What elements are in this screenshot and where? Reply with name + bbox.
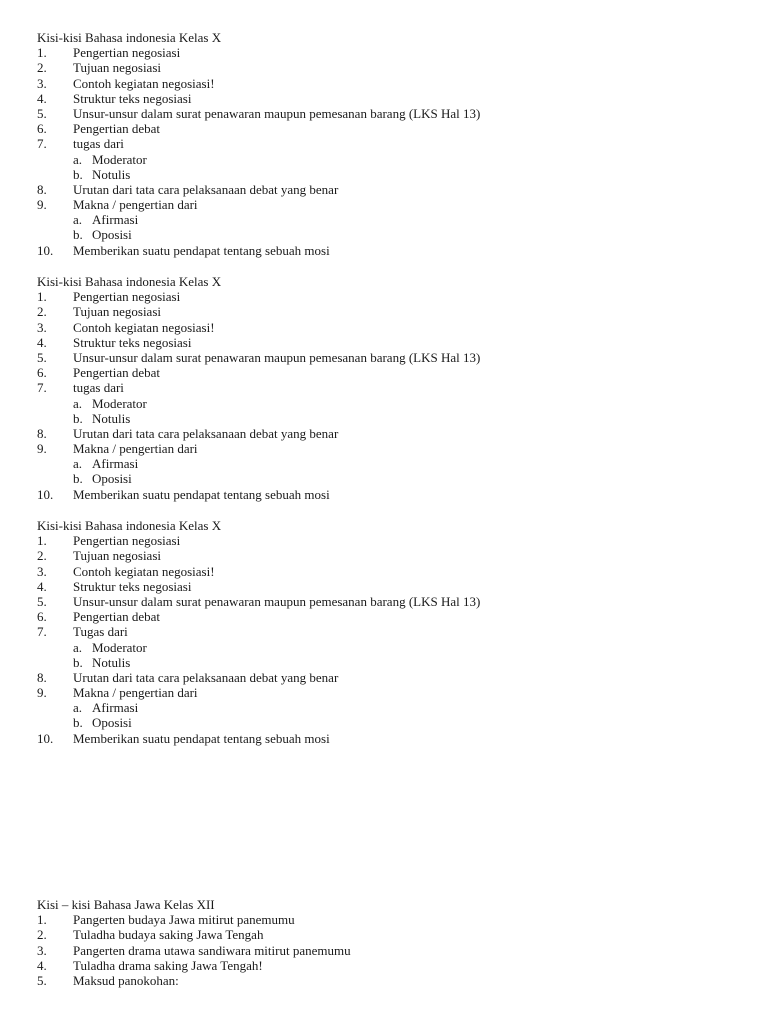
item-number: 10. [37, 486, 54, 502]
list-item [37, 912, 737, 927]
list-item [37, 441, 737, 456]
item-number: 2. [37, 548, 47, 564]
item-number: 7. [37, 380, 47, 396]
item-number: 2. [37, 927, 47, 943]
sub-item-letter: a. [73, 700, 83, 716]
list-item [37, 487, 737, 502]
item-number: 5. [37, 972, 47, 988]
item-number: 2. [37, 304, 47, 320]
list-item [37, 289, 737, 304]
list-item [37, 380, 737, 395]
item-text: Pengertian debat [73, 121, 160, 137]
item-text: Pengertian negosiasi [73, 45, 181, 61]
item-text: Pengertian negosiasi [73, 533, 181, 549]
list-item [37, 243, 737, 258]
list-item [37, 335, 737, 350]
sub-item-text: Moderator [92, 395, 147, 411]
item-text: Struktur teks negosiasi [73, 90, 192, 106]
list-item [37, 91, 737, 106]
item-number: 5. [37, 593, 47, 609]
item-number: 2. [37, 60, 47, 76]
item-text: Maksud panokohan: [73, 972, 179, 988]
item-number: 1. [37, 45, 47, 61]
list-item [37, 624, 737, 639]
sub-list-item [37, 167, 737, 182]
item-text: Contoh kegiatan negosiasi! [73, 75, 215, 91]
item-text: Tujuan negosiasi [73, 548, 161, 564]
list-item [37, 304, 737, 319]
sub-item-text: Afirmasi [92, 456, 139, 472]
item-number: 3. [37, 563, 47, 579]
list-item [37, 45, 737, 60]
list-item [37, 943, 737, 958]
item-text: Pengertian negosiasi [73, 289, 181, 305]
item-number: 4. [37, 90, 47, 106]
item-text: Tuladha drama saking Jawa Tengah! [73, 957, 263, 973]
section-title: Kisi-kisi Bahasa indonesia Kelas X [37, 274, 222, 289]
item-text: Memberikan suatu pendapat tentang sebuah mosi [73, 730, 330, 746]
item-number: 3. [37, 942, 47, 958]
sub-item-text: Oposisi [92, 227, 132, 243]
item-number: 6. [37, 365, 47, 381]
list-item [37, 365, 737, 380]
sub-list-item [37, 471, 737, 486]
item-text: Urutan dari tata cara pelaksanaan debat yang benar [73, 669, 339, 685]
item-text: Struktur teks negosiasi [73, 578, 192, 594]
kisi-kisi-section [37, 30, 737, 258]
list-item [37, 564, 737, 579]
sub-list-item [37, 456, 737, 471]
item-text: Tugas dari [73, 624, 128, 640]
item-number: 10. [37, 242, 54, 258]
item-text: Unsur-unsur dalam surat penawaran maupun pemesanan barang (LKS Hal 13) [73, 105, 481, 121]
list-item [37, 197, 737, 212]
sub-list-item [37, 396, 737, 411]
sub-item-text: Oposisi [92, 715, 132, 731]
item-text: Memberikan suatu pendapat tentang sebuah mosi [73, 242, 330, 258]
item-number: 1. [37, 289, 47, 305]
item-number: 7. [37, 136, 47, 152]
item-number: 4. [37, 334, 47, 350]
item-text: Pengertian debat [73, 609, 160, 625]
kisi-kisi-section [37, 518, 737, 746]
item-number: 5. [37, 349, 47, 365]
sub-item-text: Afirmasi [92, 212, 139, 228]
item-number: 6. [37, 609, 47, 625]
item-text: Memberikan suatu pendapat tentang sebuah mosi [73, 486, 330, 502]
list-item [37, 731, 737, 746]
sub-item-text: Notulis [92, 166, 131, 182]
item-number: 3. [37, 75, 47, 91]
sub-list-item [37, 152, 737, 167]
list-item [37, 60, 737, 75]
sub-item-text: Moderator [92, 151, 147, 167]
item-number: 10. [37, 730, 54, 746]
sub-list-item [37, 227, 737, 242]
sub-item-letter: a. [73, 456, 83, 472]
item-number: 5. [37, 105, 47, 121]
kisi-kisi-section [37, 897, 737, 988]
list-item [37, 76, 737, 91]
item-text: Pangerten budaya Jawa mitirut panemumu [73, 912, 295, 928]
list-item [37, 958, 737, 973]
sub-list-item [37, 411, 737, 426]
item-text: Contoh kegiatan negosiasi! [73, 319, 215, 335]
item-text: Struktur teks negosiasi [73, 334, 192, 350]
list-item [37, 106, 737, 121]
item-text: Contoh kegiatan negosiasi! [73, 563, 215, 579]
section-title: Kisi-kisi Bahasa indonesia Kelas X [37, 30, 222, 45]
item-text: tugas dari [73, 136, 124, 152]
list-item [37, 426, 737, 441]
item-text: Tujuan negosiasi [73, 60, 161, 76]
sub-item-text: Moderator [92, 639, 147, 655]
sub-item-text: Notulis [92, 654, 131, 670]
list-item [37, 594, 737, 609]
item-text: Pengertian debat [73, 365, 160, 381]
sub-item-letter: b. [73, 471, 83, 487]
sub-item-letter: b. [73, 654, 83, 670]
item-text: Makna / pengertian dari [73, 197, 198, 213]
item-text: Pangerten drama utawa sandiwara mitirut panemumu [73, 942, 351, 958]
item-text: Tujuan negosiasi [73, 304, 161, 320]
item-text: Urutan dari tata cara pelaksanaan debat yang benar [73, 181, 339, 197]
item-number: 9. [37, 197, 47, 213]
item-number: 1. [37, 912, 47, 928]
item-text: Unsur-unsur dalam surat penawaran maupun pemesanan barang (LKS Hal 13) [73, 593, 481, 609]
list-item [37, 927, 737, 942]
item-text: Makna / pengertian dari [73, 685, 198, 701]
item-text: tugas dari [73, 380, 124, 396]
sub-item-letter: b. [73, 166, 83, 182]
sub-item-letter: a. [73, 212, 83, 228]
item-number: 3. [37, 319, 47, 335]
sub-item-text: Afirmasi [92, 700, 139, 716]
section-title: Kisi – kisi Bahasa Jawa Kelas XII [37, 897, 215, 912]
sub-list-item [37, 640, 737, 655]
item-number: 8. [37, 181, 47, 197]
item-text: Urutan dari tata cara pelaksanaan debat yang benar [73, 425, 339, 441]
item-number: 6. [37, 121, 47, 137]
section-title: Kisi-kisi Bahasa indonesia Kelas X [37, 518, 222, 533]
item-number: 8. [37, 669, 47, 685]
list-item [37, 350, 737, 365]
sub-item-text: Notulis [92, 410, 131, 426]
item-number: 4. [37, 578, 47, 594]
list-item [37, 579, 737, 594]
sub-item-letter: a. [73, 395, 83, 411]
list-item [37, 973, 737, 988]
sub-item-letter: b. [73, 410, 83, 426]
sub-list-item [37, 212, 737, 227]
list-item [37, 609, 737, 624]
list-item [37, 320, 737, 335]
item-number: 7. [37, 624, 47, 640]
list-item [37, 182, 737, 197]
list-item [37, 548, 737, 563]
sub-list-item [37, 655, 737, 670]
sub-item-letter: a. [73, 151, 83, 167]
item-text: Tuladha budaya saking Jawa Tengah [73, 927, 264, 943]
list-item [37, 670, 737, 685]
item-number: 8. [37, 425, 47, 441]
sub-item-letter: b. [73, 715, 83, 731]
item-text: Makna / pengertian dari [73, 441, 198, 457]
list-item [37, 533, 737, 548]
list-item [37, 121, 737, 136]
list-item [37, 136, 737, 151]
sub-item-letter: a. [73, 639, 83, 655]
item-number: 9. [37, 685, 47, 701]
sub-list-item [37, 700, 737, 715]
sub-list-item [37, 715, 737, 730]
item-number: 1. [37, 533, 47, 549]
item-number: 4. [37, 957, 47, 973]
sub-item-text: Oposisi [92, 471, 132, 487]
kisi-kisi-section [37, 274, 737, 502]
item-text: Unsur-unsur dalam surat penawaran maupun pemesanan barang (LKS Hal 13) [73, 349, 481, 365]
list-item [37, 685, 737, 700]
item-number: 9. [37, 441, 47, 457]
sub-item-letter: b. [73, 227, 83, 243]
